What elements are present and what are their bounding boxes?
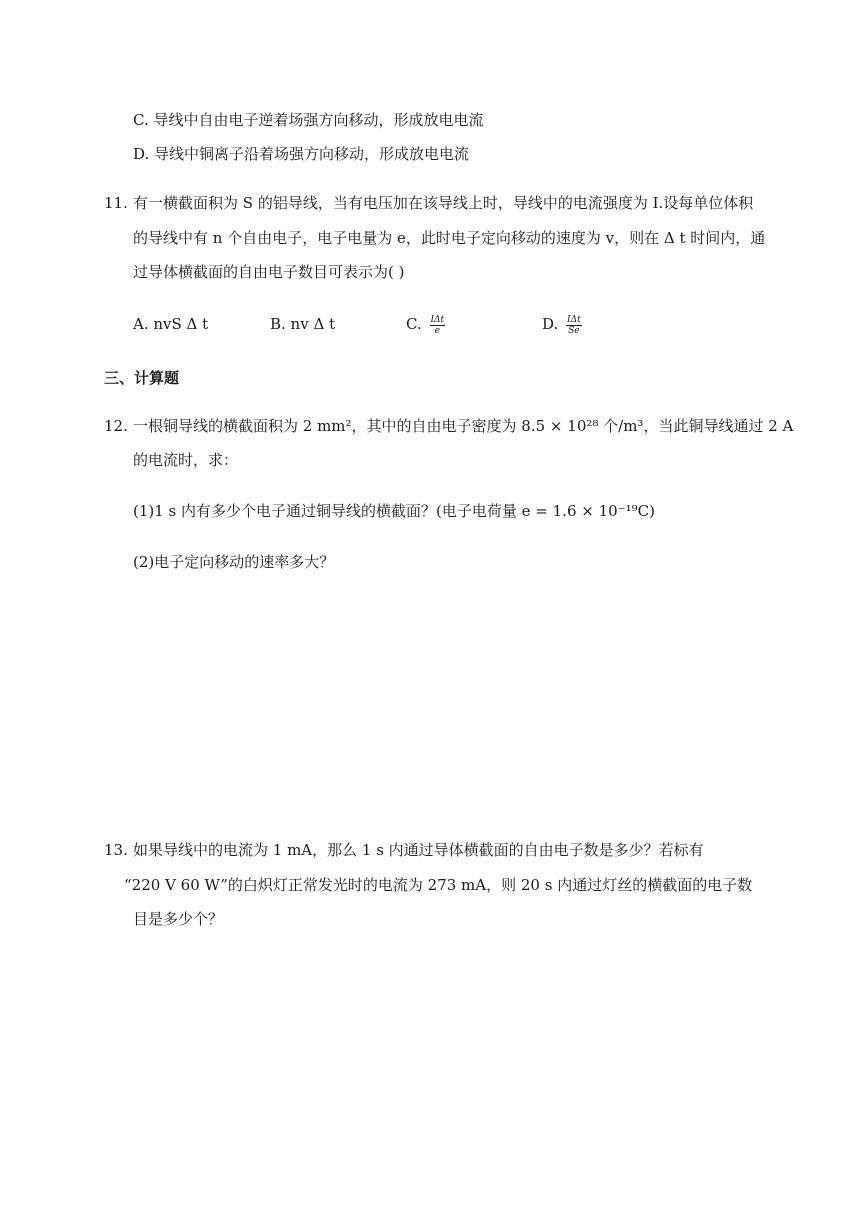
q10-option-d: D. 导线中铜离子沿着场强方向移动，形成放电电流: [133, 145, 470, 163]
q13-stem-line1: 如果导线中的电流为 1 mA，那么 1 s 内通过导体横截面的自由电子数是多少？若标有: [133, 841, 704, 859]
q13-stem-line2: “220 V 60 W”的白炽灯正常发光时的电流为 273 mA，则 20 s 内通过灯丝的横截面的电子数: [124, 876, 753, 894]
q12-stem-line2: 的电流时，求：: [133, 451, 239, 469]
section-heading-calculation: 三、计算题: [104, 369, 180, 387]
q11-option-c-label: C.: [406, 315, 422, 333]
q11-stem-line2: 的导线中有 n 个自由电子，电子电量为 e，此时电子定向移动的速度为 v，则在 Δ t 时间内，通: [133, 229, 766, 247]
q11-option-d-fraction: [566, 315, 582, 336]
q11-number: 11.: [104, 194, 128, 212]
q13-number: 13.: [104, 841, 128, 859]
q11-option-c-denominator: e: [434, 325, 440, 336]
q13-stem-line3: 目是多少个？: [133, 910, 224, 928]
q12-stem-line1: 一根铜导线的横截面积为 2 mm²，其中的自由电子密度为 8.5 × 10²⁸ 个/m³，当此铜导线通过 2 A: [133, 417, 794, 435]
q12-subquestion-1: (1)1 s 内有多少个电子通过铜导线的横截面？(电子电荷量 e = 1.6 × 10⁻¹⁹C): [133, 502, 655, 520]
q12-subquestion-2: (2)电子定向移动的速率多大？: [133, 553, 335, 571]
q11-option-a: A. nvS Δ t: [133, 315, 209, 333]
q11-option-c: [406, 314, 445, 336]
q11-option-b: B. nv Δ t: [270, 315, 336, 333]
q11-option-c-numerator: IΔt: [430, 314, 445, 325]
q11-option-d-denominator: Se: [568, 325, 580, 336]
q11-option-c-fraction: [430, 315, 446, 336]
q10-option-c: C. 导线中自由电子逆着场强方向移动，形成放电电流: [133, 111, 484, 129]
q11-option-d-label: D.: [542, 315, 559, 333]
q11-stem-line1: 有一横截面积为 S 的铝导线，当有电压加在该导线上时，导线中的电流强度为 I.设每单位体积: [133, 194, 754, 212]
q11-option-d-numerator: IΔt: [567, 314, 581, 325]
q12-number: 12.: [104, 417, 128, 435]
q11-stem-line3: 过导体横截面的自由电子数目可表示为( ): [133, 263, 405, 281]
q11-option-d: [542, 314, 582, 336]
